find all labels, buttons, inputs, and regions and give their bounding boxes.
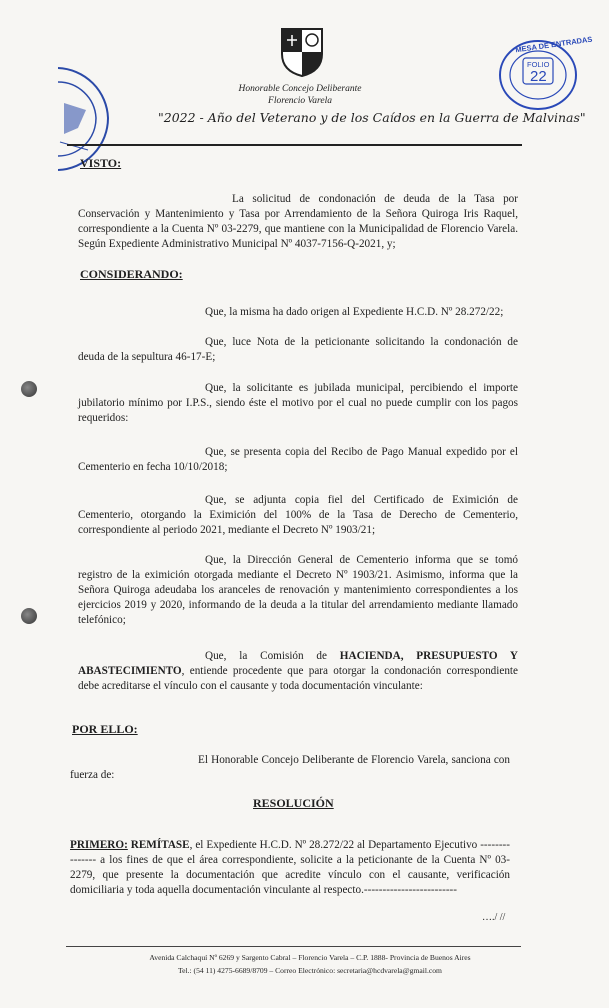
article-verb: REMÍTASE — [130, 839, 190, 851]
por-ello-paragraph: El Honorable Concejo Deliberante de Florencio Varela, sanciona con fuerza de: — [70, 754, 510, 781]
city-name: Florencio Varela — [268, 96, 332, 106]
considerando-item-7 — [78, 649, 518, 694]
resolucion-title: RESOLUCIÓN — [253, 796, 334, 810]
considerando-item-3: Que, la solicitante es jubilada municipal, percibiendo el importe jubilatorio mínimo por I.P.S., siendo éste el motivo por el cual no puede cumplir con los pagos requeridos: — [78, 382, 518, 424]
institution-name: Honorable Concejo Deliberante — [238, 84, 362, 94]
considerando-item-5: Que, se adjunta copia fiel del Certificado de Eximición de Cementerio, otorgando la Eximición del 100% de la Tasa de Derecho de Cementerio, correspondiente al periodo 2021, mediante el Decreto Nº 1903/21; — [78, 494, 518, 536]
considerando-item-7-suffix: , entiende procedente que para otorgar la condonación correspondiente debe acreditarse el vínculo con el causante y toda documentación vinculante: — [78, 665, 518, 692]
visto-paragraph: La solicitud de condonación de deuda de la Tasa por Conservación y Mantenimiento y Tasa por Arrendamiento de la Señora Quiroga Iris Raquel, correspondiente a la Cuenta Nº 03-2279, que mantiene con la Municipalidad de Florencio Varela. Según Expediente Administrativo Municipal Nº 4037-7156-Q-2021, y; — [78, 193, 518, 250]
stamp-folio-number: 22 — [530, 68, 547, 85]
article-label: PRIMERO: — [70, 839, 128, 851]
header-rule — [67, 144, 522, 146]
considerando-item-7-prefix: Que, la Comisión de — [205, 650, 327, 662]
continuation-mark: …./ // — [482, 912, 506, 923]
considerando-heading: CONSIDERANDO: — [80, 267, 183, 281]
considerando-item-4: Que, se presenta copia del Recibo de Pago Manual expedido por el Cementerio en fecha 10/10/2018; — [78, 446, 518, 473]
crest-logo-icon — [279, 26, 325, 78]
punch-hole-bottom — [21, 608, 37, 624]
footer-rule — [66, 946, 521, 947]
resolucion-article-primero — [70, 838, 510, 898]
visto-heading: VISTO: — [80, 156, 122, 170]
motto: "2022 - Año del Veterano y de los Caídos en la Guerra de Malvinas" — [158, 110, 586, 125]
article-text: , el Expediente H.C.D. Nº 28.272/22 al Departamento Ejecutivo --------------- a los fines de que el área correspondiente, solicite a la peticionante de la Cuenta Nº 03-2279, que presente la documentación que acredite vínculo con el causante, verificación domiciliaria y toda aquella documentación vinculante al respecto.------------------------- — [70, 839, 511, 896]
stamp-folio-label: FOLIO — [527, 60, 550, 69]
footer-address: Avenida Calchaquí Nº 6269 y Sargento Cabral – Florencio Varela – C.P. 1888- Provincia de Buenos Aires — [149, 953, 471, 962]
stamp-top-text: MESA DE ENTRADAS — [514, 34, 593, 55]
commission-name: HACIENDA, PRESUPUESTO Y ABASTECIMIENTO — [78, 650, 519, 677]
considerando-item-1: Que, la misma ha dado origen al Expediente H.C.D. Nº 28.272/22; — [205, 306, 504, 318]
considerando-item-6: Que, la Dirección General de Cementerio informa que se tomó registro de la eximición otorgada mediante el Decreto Nº 1903/21. Asimismo, informa que la Señora Quiroga adeudaba los aranceles de renovación y mantenimiento correspondientes a los ejercicios 2019 y 2020, informando de la deuda a la titular del arrendamiento mediante llamado telefónico; — [78, 554, 518, 626]
por-ello-heading: POR ELLO: — [72, 722, 138, 736]
punch-hole-top — [21, 381, 37, 397]
considerando-item-2: Que, luce Nota de la peticionante solicitando la condonación de deuda de la sepultura 46-17-E; — [78, 336, 518, 363]
footer-contact: Tel.: (54 11) 4275-6689/8709 – Correo Electrónico: secretaria@hcdvarela@gmail.com — [178, 966, 442, 975]
